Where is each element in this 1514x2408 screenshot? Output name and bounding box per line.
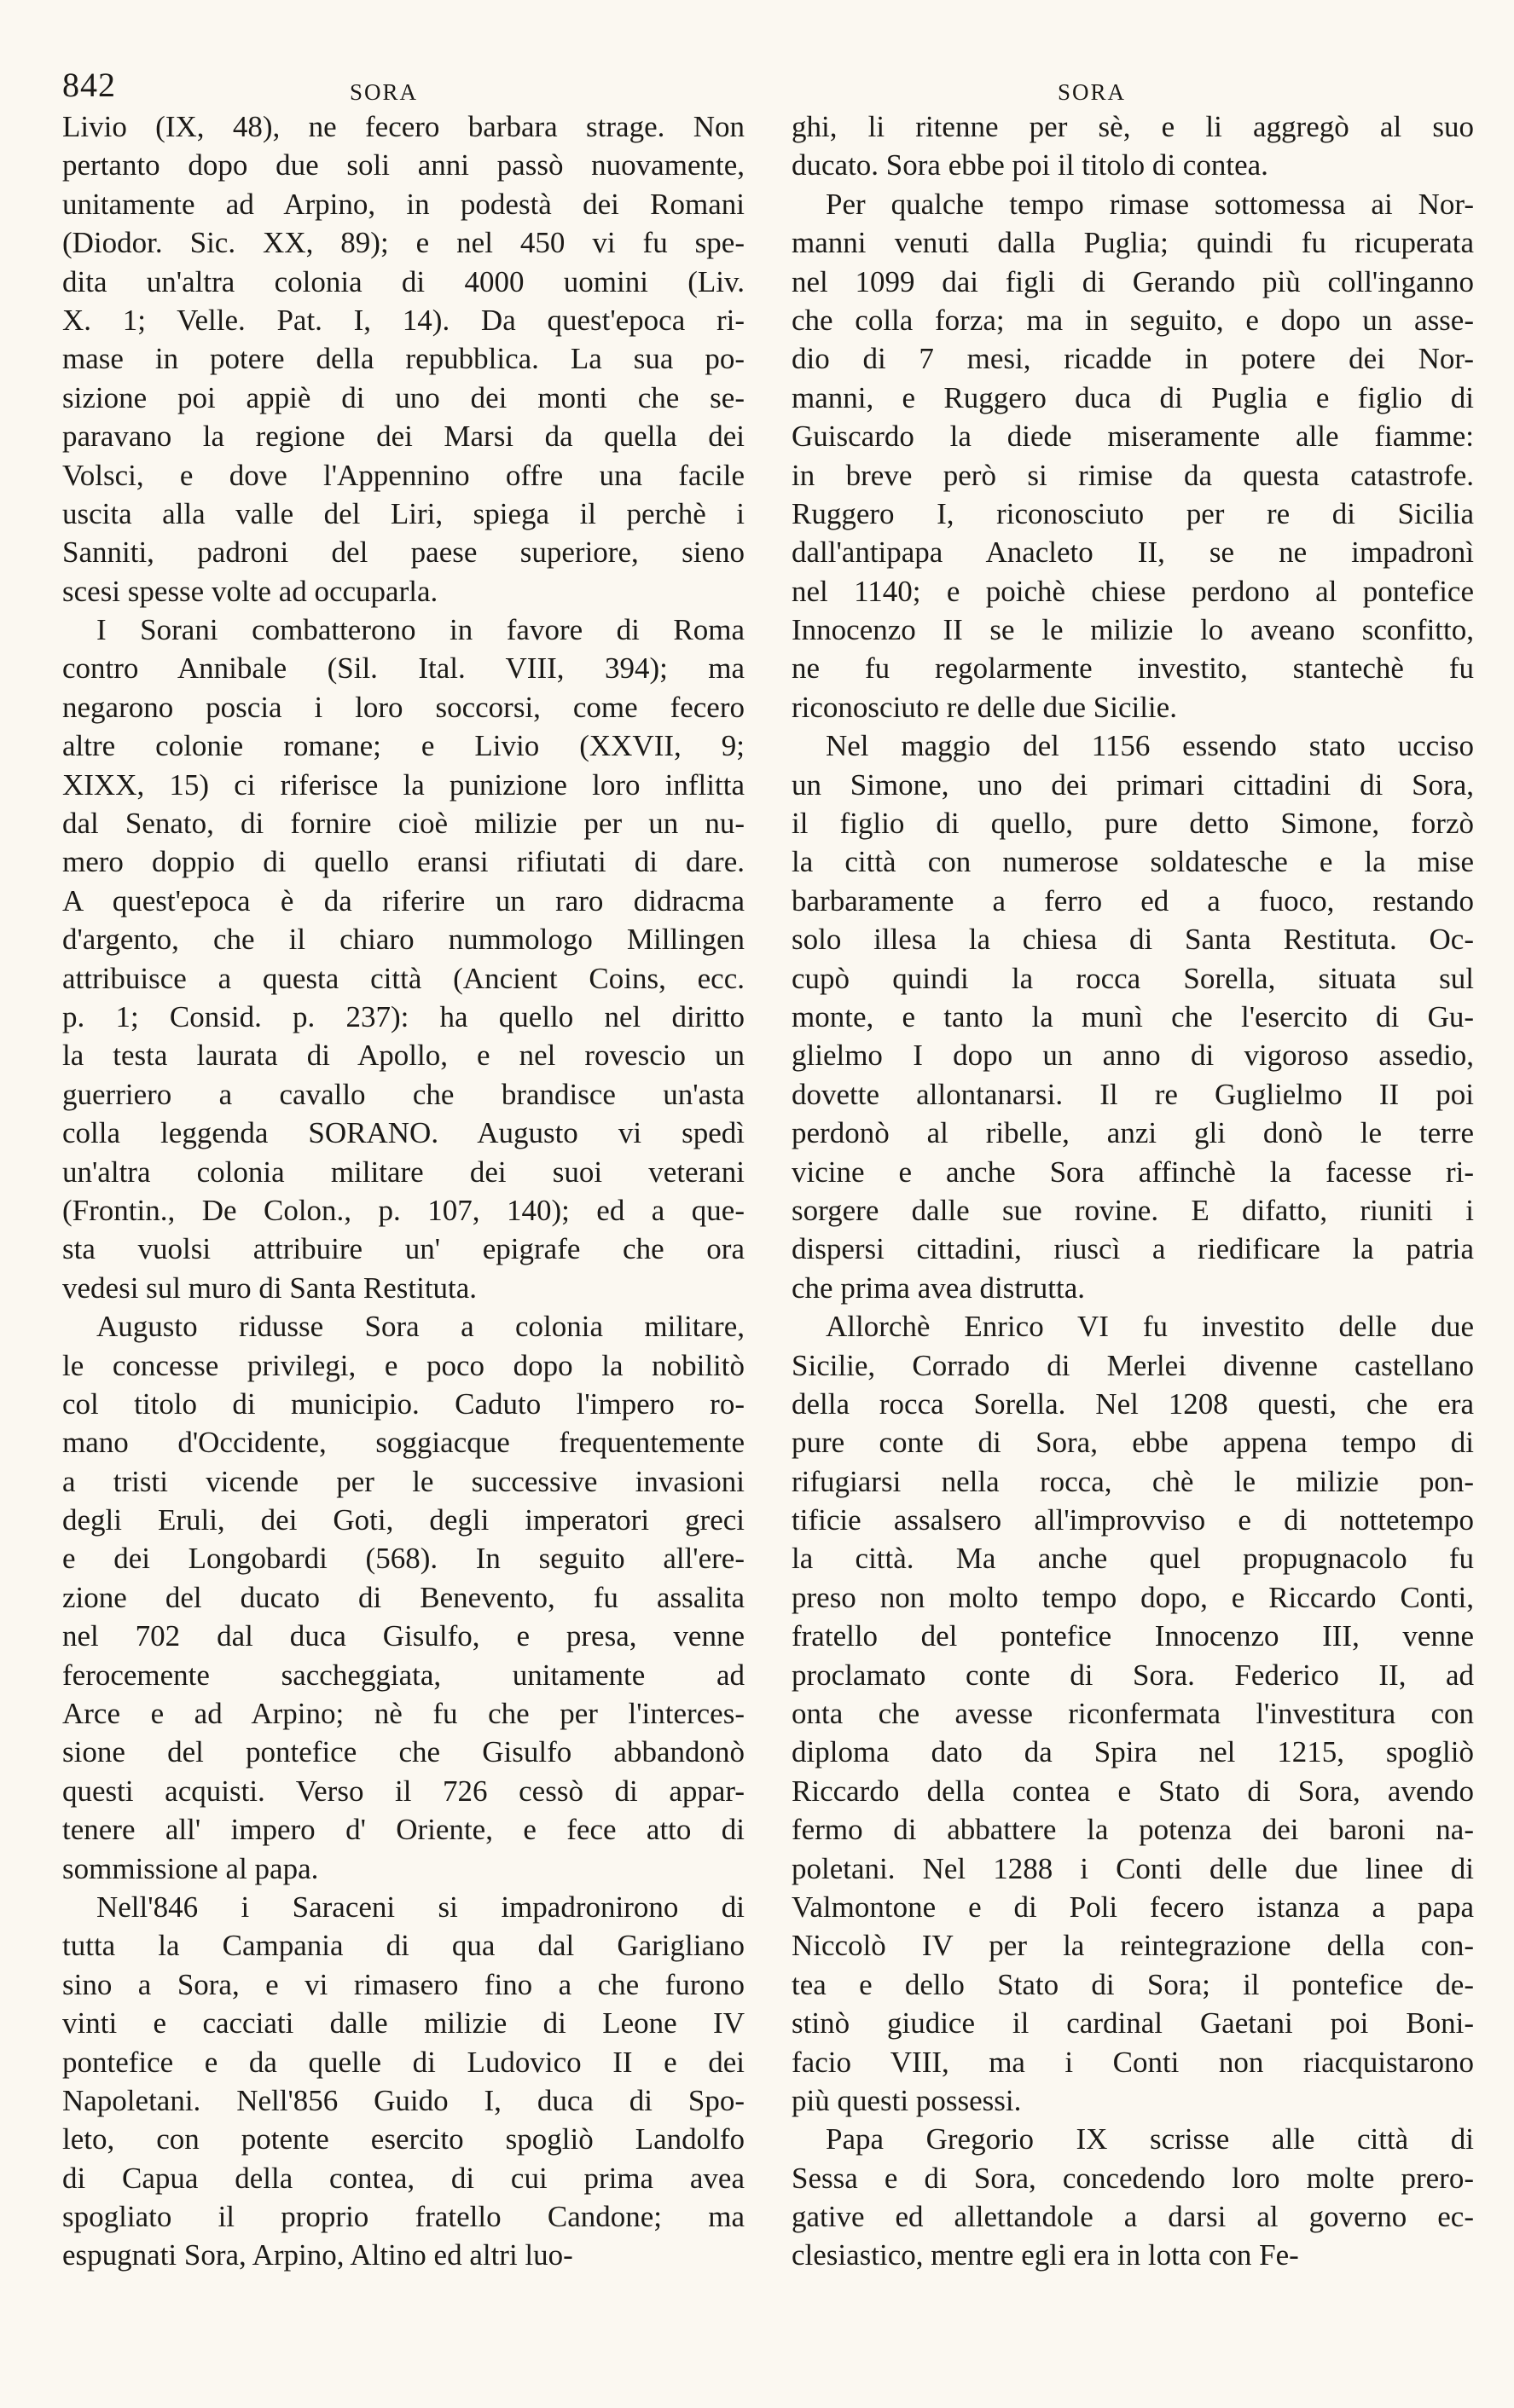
text-line: Volsci, e dove l'Appennino offre una facile	[62, 458, 745, 492]
left-column	[62, 107, 745, 2275]
text-line: manni, e Ruggero duca di Puglia e figlio di	[792, 380, 1474, 414]
text-line: riconosciuto re delle due Sicilie.	[792, 690, 1177, 724]
text-line: in breve però si rimise da questa catastrofe.	[792, 458, 1474, 492]
text-line: Papa Gregorio IX scrisse alle città di	[826, 2122, 1474, 2156]
text-line: XIXX, 15) ci riferisce la punizione loro inflitta	[62, 767, 745, 802]
text-line: scesi spesse volte ad occuparla.	[62, 574, 438, 608]
text-line: uscita alla valle del Liri, spiega il perchè i	[62, 496, 745, 530]
text-line: A quest'epoca è da riferire un raro didracma	[62, 883, 745, 917]
text-line: tutta la Campania di qua dal Garigliano	[62, 1929, 745, 1963]
text-line: vinti e cacciati dalle milizie di Leone IV	[62, 2006, 745, 2040]
running-head-left: SORA	[350, 79, 419, 105]
text-line: X. 1; Velle. Pat. I, 14). Da quest'epoca ri-	[62, 303, 745, 337]
right-column	[792, 107, 1474, 2275]
text-line: nel 1099 dai figli di Gerando più coll'inganno	[792, 264, 1474, 298]
text-line: Sessa e di Sora, concedendo loro molte prero-	[792, 2161, 1474, 2195]
text-line: leto, con potente esercito spogliò Landolfo	[62, 2122, 745, 2156]
text-line: ne fu regolarmente investito, stantechè fu	[792, 651, 1474, 686]
text-line: un Simone, uno dei primari cittadini di Sora,	[792, 767, 1474, 802]
text-line: d'argento, che il chiaro nummologo Millingen	[62, 923, 745, 957]
text-line: onta che avesse riconfermata l'investitura con	[792, 1697, 1474, 1731]
text-line: la città. Ma anche quel propugnacolo fu	[792, 1542, 1474, 1576]
text-line: espugnati Sora, Arpino, Altino ed altri luo-	[62, 2238, 573, 2272]
text-line: dio di 7 mesi, ricadde in potere dei Nor-	[792, 342, 1474, 376]
text-line: mano d'Occidente, soggiacque frequentemente	[62, 1426, 745, 1460]
text-line: fermo di abbattere la potenza dei baroni na-	[792, 1813, 1474, 1847]
text-line: Innocenzo II se le milizie lo aveano sconfitto,	[792, 613, 1474, 647]
text-line: dall'antipapa Anacleto II, se ne impadronì	[792, 535, 1474, 570]
text-line: col titolo di municipio. Caduto l'impero ro-	[62, 1386, 745, 1421]
text-line: fratello del pontefice Innocenzo III, venne	[792, 1619, 1474, 1653]
text-line: Per qualche tempo rimase sottomessa ai Nor-	[826, 187, 1474, 221]
text-line: che colla forza; ma in seguito, e dopo un asse-	[792, 303, 1474, 337]
text-line: il figlio di quello, pure detto Simone, forzò	[792, 807, 1474, 841]
text-line: sino a Sora, e vi rimasero fino a che furono	[62, 1967, 745, 2001]
text-line: rifugiarsi nella rocca, chè le milizie pon-	[792, 1464, 1474, 1498]
text-line: pure conte di Sora, ebbe appena tempo di	[792, 1426, 1474, 1460]
text-line: sta vuolsi attribuire un' epigrafe che ora	[62, 1232, 745, 1266]
text-line: Niccolò IV per la reintegrazione della con-	[792, 1929, 1474, 1963]
text-line: poletani. Nel 1288 i Conti delle due linee di	[792, 1851, 1474, 1885]
text-line: gative ed allettandole a darsi al governo ec-	[792, 2200, 1474, 2234]
text-line: manni venuti dalla Puglia; quindi fu ricuperata	[792, 226, 1474, 260]
text-line: colla leggenda SORANO. Augusto vi spedì	[62, 1116, 745, 1150]
text-line: Valmontone e di Poli fecero istanza a papa	[792, 1890, 1474, 1924]
text-line: Arce e ad Arpino; nè fu che per l'interces-	[62, 1697, 745, 1731]
text-line: stinò giudice il cardinal Gaetani poi Boni-	[792, 2006, 1474, 2040]
text-line: della rocca Sorella. Nel 1208 questi, che era	[792, 1386, 1474, 1421]
text-line: dal Senato, di fornire cioè milizie per un nu-	[62, 807, 745, 841]
text-line: I Sorani combatterono in favore di Roma	[96, 613, 745, 647]
text-line: contro Annibale (Sil. Ital. VIII, 394); ma	[62, 651, 745, 686]
text-line: negarono poscia i loro soccorsi, come fecero	[62, 690, 745, 724]
text-line: tea e dello Stato di Sora; il pontefice de-	[792, 1967, 1474, 2001]
text-line: facio VIII, ma i Conti non riacquistarono	[792, 2045, 1474, 2079]
text-line: dispersi cittadini, riuscì a riedificare la patria	[792, 1232, 1474, 1266]
text-line: (Diodor. Sic. XX, 89); e nel 450 vi fu spe-	[62, 226, 745, 260]
text-line: Riccardo della contea e Stato di Sora, avendo	[792, 1774, 1474, 1808]
text-line: dita un'altra colonia di 4000 uomini (Liv.	[62, 264, 745, 298]
text-line: proclamato conte di Sora. Federico II, ad	[792, 1658, 1474, 1692]
text-line: monte, e tanto la munì che l'esercito di Gu-	[792, 999, 1474, 1033]
text-line: un'altra colonia militare dei suoi veterani	[62, 1155, 745, 1189]
text-line: e dei Longobardi (568). In seguito all'ere-	[62, 1542, 745, 1576]
text-line: perdonò al ribelle, anzi gli donò le terre	[792, 1116, 1474, 1150]
text-line: pontefice e da quelle di Ludovico II e dei	[62, 2045, 745, 2079]
text-line: le concesse privilegi, e poco dopo la nobilitò	[62, 1348, 745, 1382]
text-line: Nel maggio del 1156 essendo stato ucciso	[826, 729, 1474, 763]
text-line: questi acquisti. Verso il 726 cessò di appar-	[62, 1774, 745, 1808]
text-line: solo illesa la chiesa di Santa Restituta. Oc-	[792, 923, 1474, 957]
text-line: preso non molto tempo dopo, e Riccardo Conti,	[792, 1580, 1474, 1614]
text-line: vicine e anche Sora affinchè la facesse ri-	[792, 1155, 1474, 1189]
text-line: mase in potere della repubblica. La sua po-	[62, 342, 745, 376]
text-line: ferocemente saccheggiata, unitamente ad	[62, 1658, 745, 1692]
text-line: ducato. Sora ebbe poi il titolo di contea.	[792, 148, 1268, 182]
text-line: Augusto ridusse Sora a colonia militare,	[96, 1310, 745, 1344]
text-line: paravano la regione dei Marsi da quella dei	[62, 420, 745, 454]
text-line: la città con numerose soldatesche e la mise	[792, 845, 1474, 879]
page-number: 842	[62, 66, 116, 104]
text-line: sione del pontefice che Gisulfo abbandonò	[62, 1735, 745, 1769]
text-line: altre colonie romane; e Livio (XXVII, 9;	[62, 729, 745, 763]
text-line: diploma dato da Spira nel 1215, spogliò	[792, 1735, 1474, 1769]
text-line: Livio (IX, 48), ne fecero barbara strage. Non	[62, 110, 745, 143]
text-line: Nell'846 i Saraceni si impadronirono di	[96, 1890, 745, 1924]
text-line: a tristi vicende per le successive invasioni	[62, 1464, 745, 1498]
text-line: Sanniti, padroni del paese superiore, sieno	[62, 535, 745, 570]
text-line: la testa laurata di Apollo, e nel rovescio un	[62, 1039, 745, 1073]
text-line: Sicilie, Corrado di Merlei divenne castellano	[792, 1348, 1474, 1382]
text-line: di Capua della contea, di cui prima avea	[62, 2161, 745, 2195]
text-line: barbaramente a ferro ed a fuoco, restando	[792, 883, 1474, 917]
text-line: tenere all' impero d' Oriente, e fece atto di	[62, 1813, 745, 1847]
text-line: nel 702 dal duca Gisulfo, e presa, venne	[62, 1619, 745, 1653]
text-line: tificie assalsero all'improvviso e di nottetempo	[792, 1503, 1474, 1537]
text-line: Ruggero I, riconosciuto per re di Sicilia	[792, 496, 1474, 530]
text-line: dovette allontanarsi. Il re Guglielmo II poi	[792, 1077, 1474, 1111]
text-line: nel 1140; e poichè chiese perdono al pontefice	[792, 574, 1474, 608]
text-line: (Frontin., De Colon., p. 107, 140); ed a que-	[62, 1193, 745, 1227]
text-line: Napoletani. Nell'856 Guido I, duca di Spo-	[62, 2083, 745, 2117]
text-line: glielmo I dopo un anno di vigoroso assedio,	[792, 1039, 1474, 1073]
text-line: cupò quindi la rocca Sorella, situata sul	[792, 961, 1474, 995]
text-line: guerriero a cavallo che brandisce un'asta	[62, 1077, 745, 1111]
text-line: Allorchè Enrico VI fu investito delle due	[826, 1310, 1474, 1344]
text-line: sorgere dalle sue rovine. E difatto, riuniti i	[792, 1193, 1474, 1227]
text-line: p. 1; Consid. p. 237): ha quello nel diritto	[62, 999, 745, 1033]
text-line: zione del ducato di Benevento, fu assalita	[62, 1580, 745, 1614]
text-line: unitamente ad Arpino, in podestà dei Romani	[62, 187, 745, 221]
text-line: vedesi sul muro di Santa Restituta.	[62, 1271, 478, 1305]
text-line: che prima avea distrutta.	[792, 1271, 1086, 1305]
text-line: attribuisce a questa città (Ancient Coins, ecc.	[62, 961, 745, 995]
text-line: spogliato il proprio fratello Candone; ma	[62, 2200, 745, 2234]
text-line: sommissione al papa.	[62, 1851, 319, 1885]
running-head-right: SORA	[1058, 79, 1127, 105]
text-line: clesiastico, mentre egli era in lotta con Fe-	[792, 2238, 1299, 2272]
text-line: mero doppio di quello eransi rifiutati di dare.	[62, 845, 745, 879]
text-line: più questi possessi.	[792, 2083, 1022, 2117]
text-line: degli Eruli, dei Goti, degli imperatori greci	[62, 1503, 745, 1537]
text-line: ghi, li ritenne per sè, e li aggregò al suo	[792, 110, 1474, 143]
text-line: sizione poi appiè di uno dei monti che se-	[62, 380, 745, 414]
text-line: pertanto dopo due soli anni passò nuovamente,	[62, 148, 745, 182]
text-line: Guiscardo la diede miseramente alle fiamme:	[792, 420, 1474, 454]
